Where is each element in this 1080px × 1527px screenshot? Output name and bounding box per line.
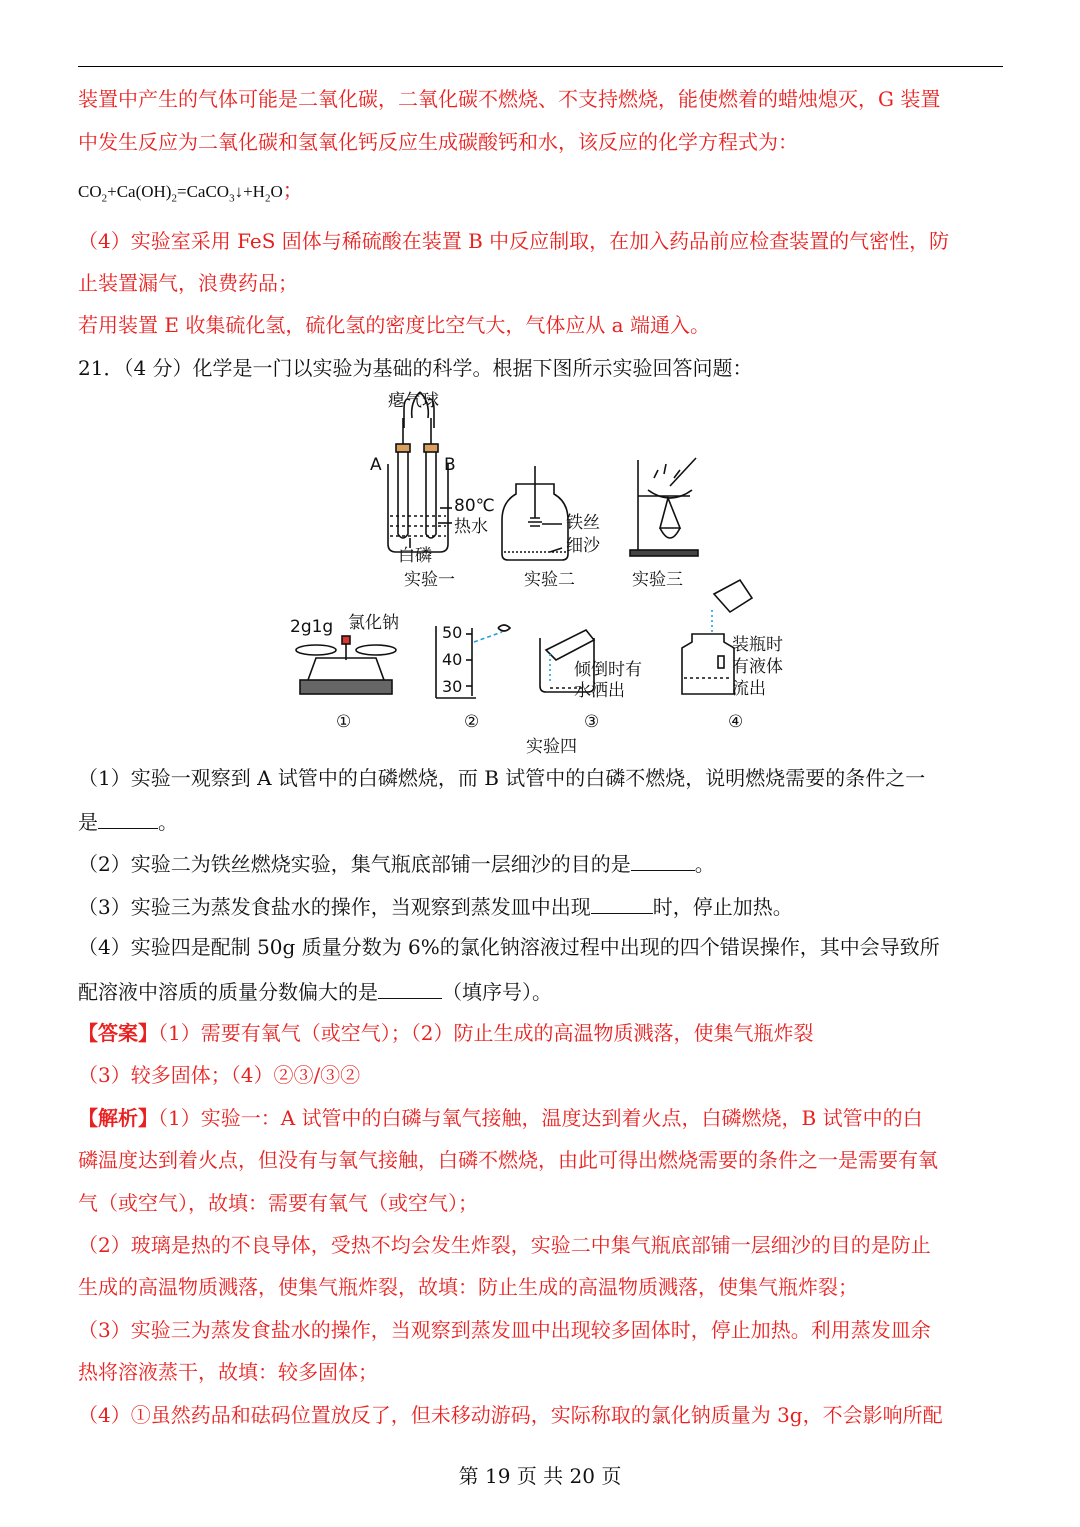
explanation-p4-line-2: 止装置漏气，浪费药品； <box>78 271 298 295</box>
equation-formula: $CO_2+Ca(OH)_2=CaCO_3↓+H_2O$ <box>78 182 283 205</box>
analysis-line-2: 磷温度达到着火点，但没有与氧气接触，白磷不燃烧，由此可得出燃烧需要的条件之一是需要有氧 <box>78 1148 938 1172</box>
label-fine-sand: 细沙 <box>566 536 600 556</box>
label-spill-line1: 倾倒时有 <box>574 660 642 680</box>
label-scale-40: 40 <box>442 650 463 669</box>
explanation-p4-line-3: 若用装置 E 收集硫化氢，硫化氢的密度比空气大，气体应从 a 端通入。 <box>78 313 710 337</box>
explanation-line-2: 中发生反应为二氧化碳和氢氧化钙反应生成碳酸钙和水，该反应的化学方程式为： <box>78 130 798 154</box>
analysis-line-5: 生成的高温物质溅落，使集气瓶炸裂，故填：防止生成的高温物质溅落，使集气瓶炸裂； <box>78 1275 858 1299</box>
tube-a <box>398 452 408 538</box>
label-weights: 2g1g <box>290 617 334 637</box>
experiment-figure <box>270 388 830 758</box>
label-tube-a: A <box>370 455 382 475</box>
label-spill-line2: 水洒出 <box>574 681 625 701</box>
q4-line-2: 配溶液中溶质的质量分数偏大的是 （填序号）。 <box>78 976 552 1006</box>
q1-line-1: （1）实验一观察到 A 试管中的白磷燃烧，而 B 试管中的白磷不燃烧，说明燃烧需要的条件之一 <box>78 766 926 790</box>
label-n4: ④ <box>728 712 744 732</box>
answer-line-1: 【答案】（1）需要有氧气（或空气）；（2）防止生成的高温物质溅落，使集气瓶炸裂 <box>78 1021 814 1045</box>
tube-b <box>426 452 436 538</box>
analysis-line-6: （3）实验三为蒸发食盐水的操作，当观察到蒸发皿中出现较多固体时，停止加热。利用蒸发皿余 <box>78 1318 931 1342</box>
experiment-4-apparatus <box>296 580 752 698</box>
label-nacl: 氯化钠 <box>348 613 399 633</box>
q3-line: （3）实验三为蒸发食盐水的操作，当观察到蒸发皿中出现 时，停止加热。 <box>78 891 793 921</box>
experiment-3-apparatus <box>630 458 698 556</box>
q1-line-2: 是 。 <box>78 806 178 836</box>
label-bottle-line1: 装瓶时 <box>732 635 783 655</box>
q2-line: （2）实验二为铁丝燃烧实验，集气瓶底部铺一层细沙的目的是 。 <box>78 848 715 878</box>
analysis-label: 【解析】 <box>78 1106 158 1130</box>
label-white-phosphorus: 白磷 <box>398 546 432 566</box>
label-n1: ① <box>336 712 352 732</box>
header-rule <box>78 66 1003 67</box>
analysis-line-8: （4）①虽然药品和砝码位置放反了，但未移动游码，实际称取的氯化钠质量为 3g，不会影响所配 <box>78 1403 943 1427</box>
label-exp3: 实验三 <box>632 570 683 590</box>
label-bottle-line3: 流出 <box>732 679 766 699</box>
analysis-line-4: （2）玻璃是热的不良导体，受热不均会发生炸裂，实验二中集气瓶底部铺一层细沙的目的是防止 <box>78 1233 931 1257</box>
label-hot-water-temp: 80℃ <box>454 496 495 516</box>
label-hot-water: 热水 <box>454 517 488 537</box>
label-scale-50: 50 <box>442 623 463 642</box>
equation-end: ； <box>282 178 303 202</box>
chemical-equation <box>78 176 303 212</box>
beaker <box>388 464 448 552</box>
answer-label: 【答案】 <box>78 1021 158 1045</box>
label-exp1: 实验一 <box>404 570 455 590</box>
eye-icon <box>498 625 510 631</box>
label-scale-30: 30 <box>442 677 463 696</box>
label-tube-b: B <box>444 455 456 475</box>
answer-line-2: （3）较多固体；（4）②③/③② <box>78 1063 361 1087</box>
label-exp2: 实验二 <box>524 570 575 590</box>
explanation-p4-line-1: （4）实验室采用 FeS 固体与稀硫酸在装置 B 中反应制取，在加入药品前应检查装置的气密性，防 <box>78 229 950 253</box>
answer-blank-3 <box>591 891 653 914</box>
question-header: 21．（4 分）化学是一门以实验为基础的科学。根据下图所示实验回答问题： <box>78 356 753 380</box>
explanation-line-1: 装置中产生的气体可能是二氧化碳，二氧化碳不燃烧、不支持燃烧，能使燃着的蜡烛熄灭，G 装置 <box>78 87 941 111</box>
experiment-2-apparatus <box>502 466 568 560</box>
label-balloon: 瘪气球 <box>388 391 439 411</box>
label-exp4: 实验四 <box>526 737 577 757</box>
answer-blank-2 <box>631 848 695 871</box>
answer-blank-1 <box>98 806 158 829</box>
label-n2: ② <box>464 712 480 732</box>
analysis-line-1: 【解析】（1）实验一：A 试管中的白磷与氧气接触，温度达到着火点，白磷燃烧，B 试管中的白 <box>78 1106 923 1130</box>
analysis-line-3: 气（或空气），故填：需要有氧气（或空气）； <box>78 1191 478 1215</box>
reagent-bottle <box>682 634 734 694</box>
label-iron-wire: 铁丝 <box>566 513 600 533</box>
page-footer: 第 19 页 共 20 页 <box>458 1464 622 1488</box>
alcohol-lamp <box>660 498 680 528</box>
q4-line-1: （4）实验四是配制 50g 质量分数为 6%的氯化钠溶液过程中出现的四个错误操作，其中会导致所 <box>78 935 940 959</box>
experiment-1-apparatus <box>388 392 452 552</box>
label-n3: ③ <box>584 712 600 732</box>
balance-body <box>308 658 384 680</box>
label-bottle-line2: 有液体 <box>732 657 783 677</box>
analysis-line-7: 热将溶液蒸干，故填：较多固体； <box>78 1360 378 1384</box>
answer-blank-4 <box>378 976 442 999</box>
